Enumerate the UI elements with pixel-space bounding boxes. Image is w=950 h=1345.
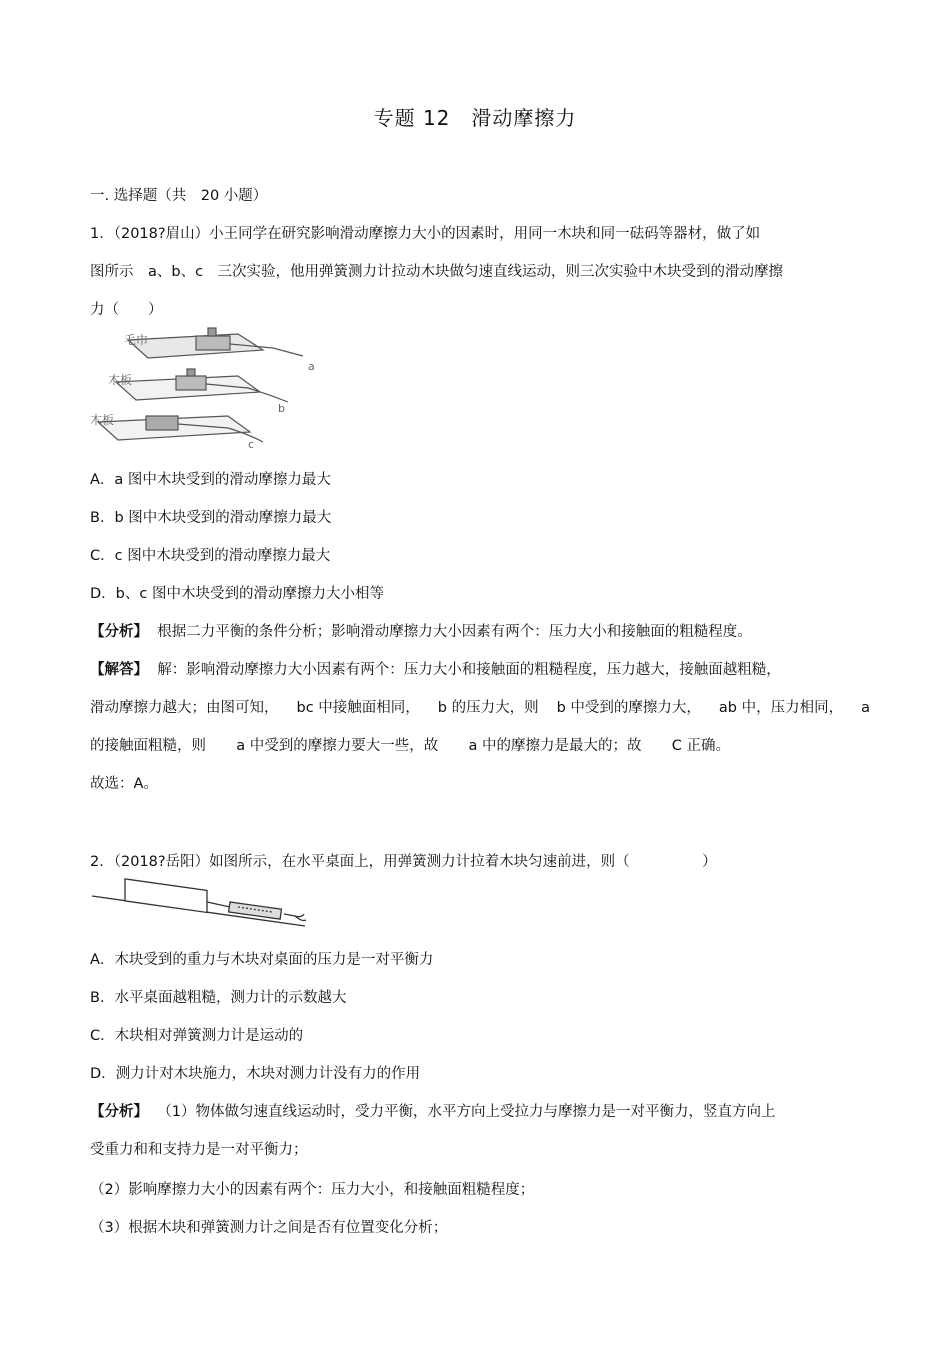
q1-option-a: A．a 图中木块受到的滑动摩擦力最大 [90,472,331,488]
answer-part: 的接触面粗糙，则 [90,738,206,754]
q1-option-d: D．b、c 图中木块受到的滑动摩擦力大小相等 [90,586,384,602]
analysis-tag: 【分析】 [90,1104,148,1120]
q1-option-c: C．c 图中木块受到的滑动摩擦力最大 [90,548,331,564]
q1-answer-line-3 [90,736,730,756]
section-heading: 一. 选择题（共 20 小题） [90,188,268,204]
answer-part: b 中受到的摩擦力大， [556,700,701,716]
q2-analysis-line-1 [90,1102,775,1122]
answer-part: a 中的摩擦力是最大的；故 [468,738,642,754]
q1-option-b: B．b 图中木块受到的滑动摩擦力最大 [90,510,332,526]
answer-part: b 的压力大，则 [437,700,539,716]
answer-part: bc 中接触面相同， [296,700,420,716]
q2-option-a: A．木块受到的重力与木块对桌面的压力是一对平衡力 [90,952,434,968]
fig-label-board-1: 木板 [108,373,133,387]
q2-option-b: B．水平桌面越粗糙，测力计的示数越大 [90,990,347,1006]
fig-label-board-2: 木板 [90,413,115,427]
page-title: 专题 12 滑动摩擦力 [373,106,577,130]
q1-answer-line-1 [90,660,781,680]
fig-label-b: b [278,402,285,415]
q2-analysis-line-3: （2）影响摩擦力大小的因素有两个：压力大小，和接触面粗糙程度； [90,1182,535,1198]
q2-analysis-line-4: （3）根据木块和弹簧测力计之间是否有位置变化分析； [90,1220,448,1236]
answer-part: a [861,700,870,716]
answer-part: C 正确。 [671,738,730,754]
q1-stem-line-1: 1．（2018?眉山）小王同学在研究影响滑动摩擦力大小的因素时，用同一木块和同一砝码等器材，做了如 [90,226,761,242]
q1-stem-line-2: 图所示 a、b、c 三次实验，他用弹簧测力计拉动木块做匀速直线运动，则三次实验中木块受到的滑动摩擦 [90,264,784,280]
answer-text: 解：影响滑动摩擦力大小因素有两个：压力大小和接触面的粗糙程度，压力越大，接触面越粗糙， [157,662,781,678]
answer-tag: 【解答】 [90,662,148,678]
answer-part: ab 中，压力相同， [718,700,844,716]
q2-option-c: C．木块相对弹簧测力计是运动的 [90,1028,304,1044]
analysis-text: 根据二力平衡的条件分析；影响滑动摩擦力大小因素有两个：压力大小和接触面的粗糙程度。 [157,624,752,640]
analysis-text: （1）物体做匀速直线运动时，受力平衡，水平方向上受拉力与摩擦力是一对平衡力，竖直方向上 [157,1104,776,1120]
q2-spring-scale-figure [90,874,310,934]
q1-analysis [90,622,752,642]
fig-label-c: c [248,438,255,451]
fig-label-a: a [308,360,315,373]
answer-part: a 中受到的摩擦力要大一些，故 [236,738,439,754]
answer-part: 滑动摩擦力越大；由图可知， [90,700,279,716]
q1-experiment-figure [88,322,328,452]
q1-stem-line-3: 力（ ） [90,302,163,318]
q1-final-choice: 故选：A。 [90,776,158,792]
q1-answer-line-2 [90,698,870,718]
q2-stem-line-1: 2．（2018?岳阳）如图所示，在水平桌面上，用弹簧测力计拉着木块匀速前进，则（ ） [90,854,717,870]
q2-option-d: D．测力计对木块施力，木块对测力计没有力的作用 [90,1066,421,1082]
fig-label-towel: 毛巾 [124,333,149,347]
q2-analysis-line-2: 受重力和和支持力是一对平衡力； [90,1142,308,1158]
analysis-tag: 【分析】 [90,624,148,640]
